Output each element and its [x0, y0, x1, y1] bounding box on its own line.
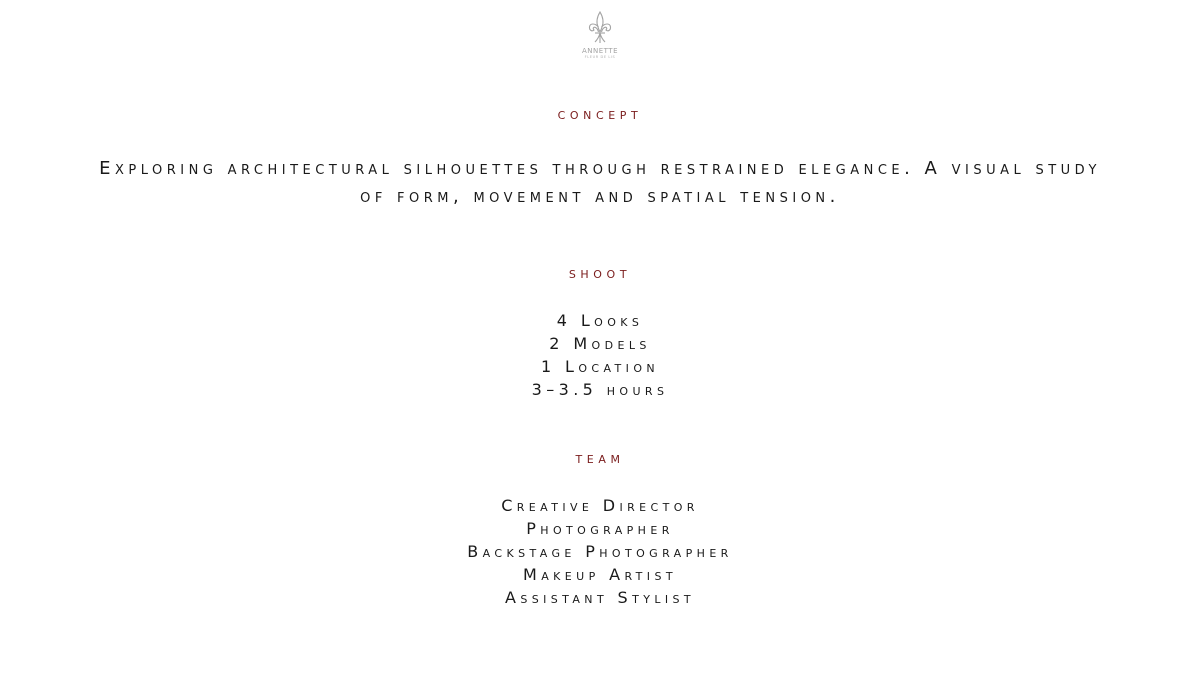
list-item: Makeup Artist [523, 565, 677, 584]
team-heading: team [575, 448, 625, 467]
list-item: Assistant Stylist [504, 588, 696, 607]
list-item: 3–3.5 hours [531, 380, 669, 399]
shoot-heading: shoot [568, 263, 632, 282]
concept-line-2: of form, movement and spatial tension. [360, 186, 840, 207]
logo-name: ANNETTE [581, 47, 619, 55]
list-item: 4 Looks [556, 311, 644, 330]
list-item: 2 Models [549, 334, 651, 353]
concept-description [0, 155, 1200, 211]
brand-logo [570, 10, 630, 66]
list-item: Photographer [526, 519, 674, 538]
fleur-de-lis-icon [587, 10, 613, 46]
shoot-list [0, 309, 1200, 401]
list-item: Backstage Photographer [467, 542, 733, 561]
concept-heading: concept [557, 104, 643, 123]
team-list [0, 494, 1200, 609]
list-item: 1 Location [540, 357, 660, 376]
logo-tagline: FLEUR DE LIS [584, 55, 616, 59]
list-item: Creative Director [501, 496, 699, 515]
concept-line-1: Exploring architectural silhouettes through restrained elegance. A visual study [99, 158, 1101, 179]
